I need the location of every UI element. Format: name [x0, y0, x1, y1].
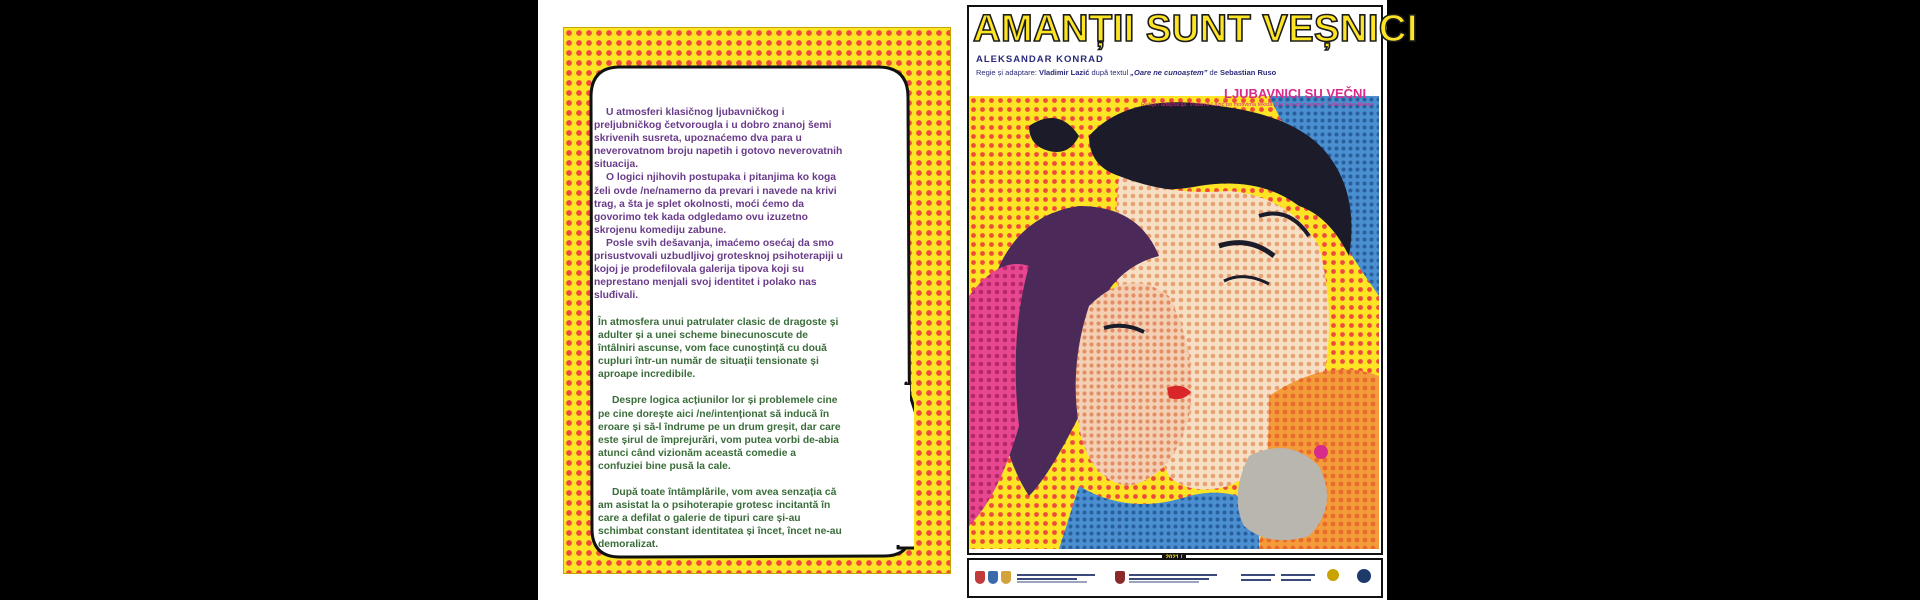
theatre-logo-text	[1129, 572, 1219, 586]
round-emblem	[1357, 569, 1371, 583]
serbian-paragraph-2: O logici njihovih postupaka i pitanjima ko koga želi ovde /ne/namerno da prevari i navede na krivi trag, a šta je splet okolnosti, moći ćemo da govorimo tek kada odgledamo ovu izuzetno skrojenu komediju zabune.	[594, 172, 837, 236]
romanian-paragraph-2: Despre logica acțiunilor lor și problemele cine pe cine dorește aici /ne/intenționat să inducă în eroare și să-l îndrume pe un drum greșit, dar care este șirul de împrejurări, vom putea vorbi de-abia atunci când vizionăm această comedie a confuziei bine pusă la cale.	[598, 395, 841, 472]
serbian-description	[594, 106, 844, 302]
romanian-credits: Regie și adaptare: Vladimir Lazić după textul „Oare ne cunoaștem” de Sebastian Ruso	[976, 68, 1277, 77]
author-name: ALEKSANDAR KONRAD	[976, 54, 1104, 65]
partner-logo-text	[1241, 572, 1317, 586]
kiss-artwork	[969, 96, 1379, 549]
partner-emblem	[1327, 569, 1339, 581]
romanian-description	[598, 316, 842, 565]
serbian-credits: Režija i adaptacija: Vladimir Lazić po motivima teksta „Da li se poznajemo” Sebastijana Rusoa	[1141, 102, 1374, 108]
crest-logo-3	[1001, 571, 1011, 584]
sponsor-logo-bar	[967, 558, 1383, 598]
romanian-paragraph-1: În atmosfera unui patrulater clasic de dragoste și adulter și a unei scheme binecunoscute de întâlniri ascunse, vom face cunoștință cu două cupluri într-un număr de situații tensionate și aproape incredibile.	[598, 317, 839, 381]
poster-title: AMANȚII SUNT VEȘNICI	[973, 8, 1418, 50]
crest-logo-2	[988, 571, 998, 584]
serbian-paragraph-3: Posle svih dešavanja, imaćemo osećaj da smo prisustvovali uzbudljivoj grotesknoj psihoterapiji u kojoj je prodefilovala galerija tipova koji su neprestano menjali svoj identitet i polako nas sluđivali.	[594, 237, 843, 302]
national-theatre-logo	[1115, 571, 1125, 584]
ministry-logo	[1017, 572, 1097, 586]
crest-logo-1	[975, 571, 985, 584]
serbian-title: LJUBAVNICI SU VEČNI	[1224, 86, 1367, 101]
romanian-paragraph-3: După toate întâmplările, vom avea senzația că am asistat la o psihoterapie grotesc incitantă în care a defilat o galerie de tipuri care și-au schimbat constant identitatea și încet, încet ne-au demoralizat.	[598, 487, 842, 551]
serbian-paragraph-1: U atmosferi klasičnog ljubavničkog i preljubničkog četvorougla i u dobro znanoj šemi skrivenih susreta, upoznaćemo dva para u neverovatnom broju napetih i gotovo neverovatnih situacija.	[594, 107, 843, 171]
